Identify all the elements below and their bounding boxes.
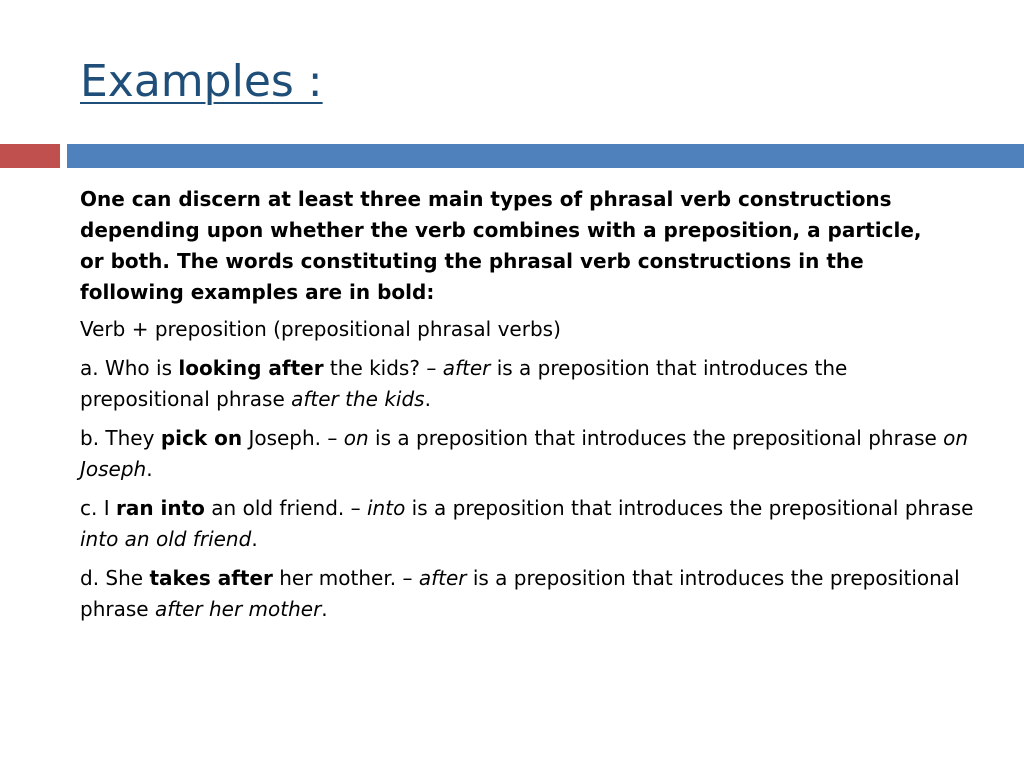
example-c: [80, 493, 980, 555]
example-end: .: [251, 527, 258, 551]
preposition: on: [343, 426, 369, 450]
example-d: [80, 563, 980, 625]
preposition: after: [418, 566, 467, 590]
example-mid: her mother. –: [272, 566, 419, 590]
example-desc: is a preposition that introduces the prepositional phrase: [80, 566, 960, 621]
example-a: [80, 353, 980, 415]
example-prefix: d. She: [80, 566, 150, 590]
prepositional-phrase: after her mother: [154, 597, 322, 621]
example-desc: is a preposition that introduces the prepositional phrase: [405, 496, 974, 520]
slide-title: Examples :: [80, 56, 323, 107]
example-mid: an old friend. –: [204, 496, 367, 520]
preposition: into: [367, 496, 406, 520]
example-prefix: c. I: [80, 496, 116, 520]
phrasal-verb: takes after: [149, 566, 273, 590]
slide-body: [80, 184, 980, 633]
prepositional-phrase: after the kids: [291, 387, 425, 411]
phrasal-verb: looking after: [178, 356, 324, 380]
example-mid: the kids? –: [323, 356, 443, 380]
intro-paragraph: One can discern at least three main types of phrasal verb constructions depending upon whether the verb combines with a preposition, a particle, or both. The words constituting the phrasal verb constructions in the following examples are in bold:: [80, 187, 922, 304]
example-end: .: [146, 457, 153, 481]
example-desc: is a preposition that introduces the prepositional phrase: [368, 426, 944, 450]
example-prefix: a. Who is: [80, 356, 179, 380]
example-mid: Joseph. –: [242, 426, 344, 450]
header-bar: [67, 144, 1024, 168]
example-b: [80, 423, 980, 485]
example-desc: is a preposition that introduces the prepositional phrase: [80, 356, 848, 411]
prepositional-phrase: on Joseph: [80, 426, 969, 481]
example-prefix: b. They: [80, 426, 161, 450]
phrasal-verb: pick on: [160, 426, 243, 450]
preposition: after: [442, 356, 491, 380]
prepositional-phrase: into an old friend: [80, 527, 252, 551]
example-end: .: [424, 387, 431, 411]
accent-bar: [0, 144, 60, 168]
example-end: .: [321, 597, 328, 621]
phrasal-verb: ran into: [115, 496, 205, 520]
category-heading: Verb + preposition (prepositional phrasal verbs): [80, 317, 561, 341]
